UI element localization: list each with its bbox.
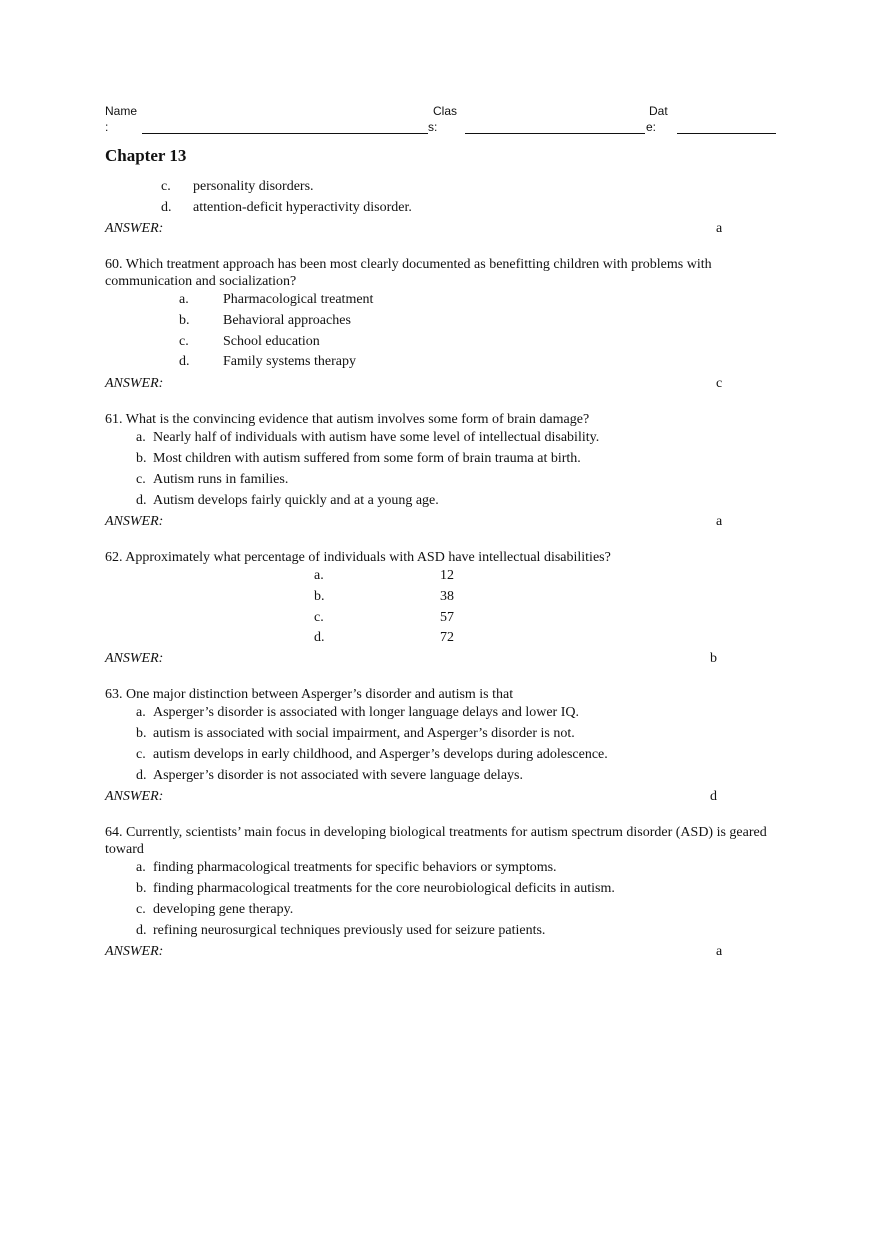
q62-option-a-text: 12: [440, 568, 454, 583]
q61-answer-value: a: [716, 514, 723, 529]
q60-option-a-letter: a.: [179, 292, 189, 307]
q62-option-d-text: 72: [440, 630, 454, 645]
q61-option-b-letter: b.: [136, 451, 147, 466]
q60-answer-label: ANSWER:: [105, 376, 164, 391]
q61-option-a-letter: a.: [136, 430, 146, 445]
q61-option-a-text: Nearly half of individuals with autism have some level of intellectual disability.: [153, 430, 600, 445]
q60-option-b-letter: b.: [179, 313, 190, 328]
date-label: Dat: [649, 104, 668, 118]
q60-option-c-letter: c.: [179, 334, 189, 349]
q63-option-c-text: autism develops in early childhood, and Asperger’s develops during adolescence.: [153, 747, 608, 762]
q61-option-d-letter: d.: [136, 493, 147, 508]
q63-option-d-letter: d.: [136, 768, 147, 783]
q64-option-c-text: developing gene therapy.: [153, 902, 294, 917]
q63-option-a-text: Asperger’s disorder is associated with longer language delays and lower IQ.: [153, 705, 579, 720]
q63-option-d-text: Asperger’s disorder is not associated with severe language delays.: [153, 768, 523, 783]
class-field-line[interactable]: [465, 133, 645, 134]
q60-question-text: 60. Which treatment approach has been most clearly documented as benefitting children with problems with communication and socialization?: [105, 257, 712, 289]
q62-option-d-letter: d.: [314, 630, 325, 645]
q64-option-c-letter: c.: [136, 902, 146, 917]
q63-option-b-letter: b.: [136, 726, 147, 741]
q62-option-a-letter: a.: [314, 568, 324, 583]
q64-answer-label: ANSWER:: [105, 944, 164, 959]
q62-answer-label: ANSWER:: [105, 651, 164, 666]
q60-answer-value: c: [716, 376, 723, 391]
class-label: Clas: [433, 104, 458, 118]
q64-option-b-text: finding pharmacological treatments for the core neurobiological deficits in autism.: [153, 881, 615, 896]
q64-answer-value: a: [716, 944, 723, 959]
q62-question-text: 62. Approximately what percentage of individuals with ASD have intellectual disabilities?: [105, 550, 611, 565]
q59-option-d-letter: d.: [161, 200, 172, 215]
q64-question-text: 64. Currently, scientists’ main focus in developing biological treatments for autism spectrum disorder (ASD) is geared toward: [105, 825, 767, 857]
q60-option-d-letter: d.: [179, 354, 190, 369]
q62-option-c-text: 57: [440, 610, 454, 625]
date-field-line[interactable]: [677, 133, 776, 134]
q64-option-d-text: refining neurosurgical techniques previously used for seizure patients.: [153, 923, 546, 938]
class-label-suffix: s:: [428, 120, 438, 134]
q60-option-d-text: Family systems therapy: [223, 354, 356, 369]
q64-option-a-text: finding pharmacological treatments for specific behaviors or symptoms.: [153, 860, 557, 875]
q59-answer-label: ANSWER:: [105, 221, 164, 236]
q63-option-c-letter: c.: [136, 747, 146, 762]
q59-option-c-text: personality disorders.: [193, 179, 314, 194]
date-label-suffix: e:: [646, 120, 657, 134]
q63-option-b-text: autism is associated with social impairment, and Asperger’s disorder is not.: [153, 726, 575, 741]
q61-option-b-text: Most children with autism suffered from some form of brain trauma at birth.: [153, 451, 581, 466]
q59-answer-value: a: [716, 221, 723, 236]
q64-option-a-letter: a.: [136, 860, 146, 875]
name-field-line[interactable]: [142, 133, 428, 134]
q61-option-d-text: Autism develops fairly quickly and at a young age.: [153, 493, 439, 508]
q64-option-d-letter: d.: [136, 923, 147, 938]
q63-answer-value: d: [710, 789, 717, 804]
name-label: Name: [105, 104, 138, 118]
q60-option-a-text: Pharmacological treatment: [223, 292, 374, 307]
q61-option-c-text: Autism runs in families.: [153, 472, 289, 487]
q64-option-b-letter: b.: [136, 881, 147, 896]
name-label-colon: :: [105, 120, 109, 134]
q63-answer-label: ANSWER:: [105, 789, 164, 804]
q60-option-b-text: Behavioral approaches: [223, 313, 351, 328]
q62-option-b-text: 38: [440, 589, 454, 604]
q62-option-c-letter: c.: [314, 610, 324, 625]
q61-answer-label: ANSWER:: [105, 514, 164, 529]
q63-question-text: 63. One major distinction between Asperger’s disorder and autism is that: [105, 687, 514, 702]
q60-option-c-text: School education: [223, 334, 320, 349]
q61-option-c-letter: c.: [136, 472, 146, 487]
q62-answer-value: b: [710, 651, 717, 666]
q61-question-text: 61. What is the convincing evidence that autism involves some form of brain damage?: [105, 412, 590, 427]
q59-option-c-letter: c.: [161, 179, 171, 194]
q59-option-d-text: attention-deficit hyperactivity disorder.: [193, 200, 412, 215]
q63-option-a-letter: a.: [136, 705, 146, 720]
chapter-title: Chapter 13: [105, 146, 187, 165]
q62-option-b-letter: b.: [314, 589, 325, 604]
